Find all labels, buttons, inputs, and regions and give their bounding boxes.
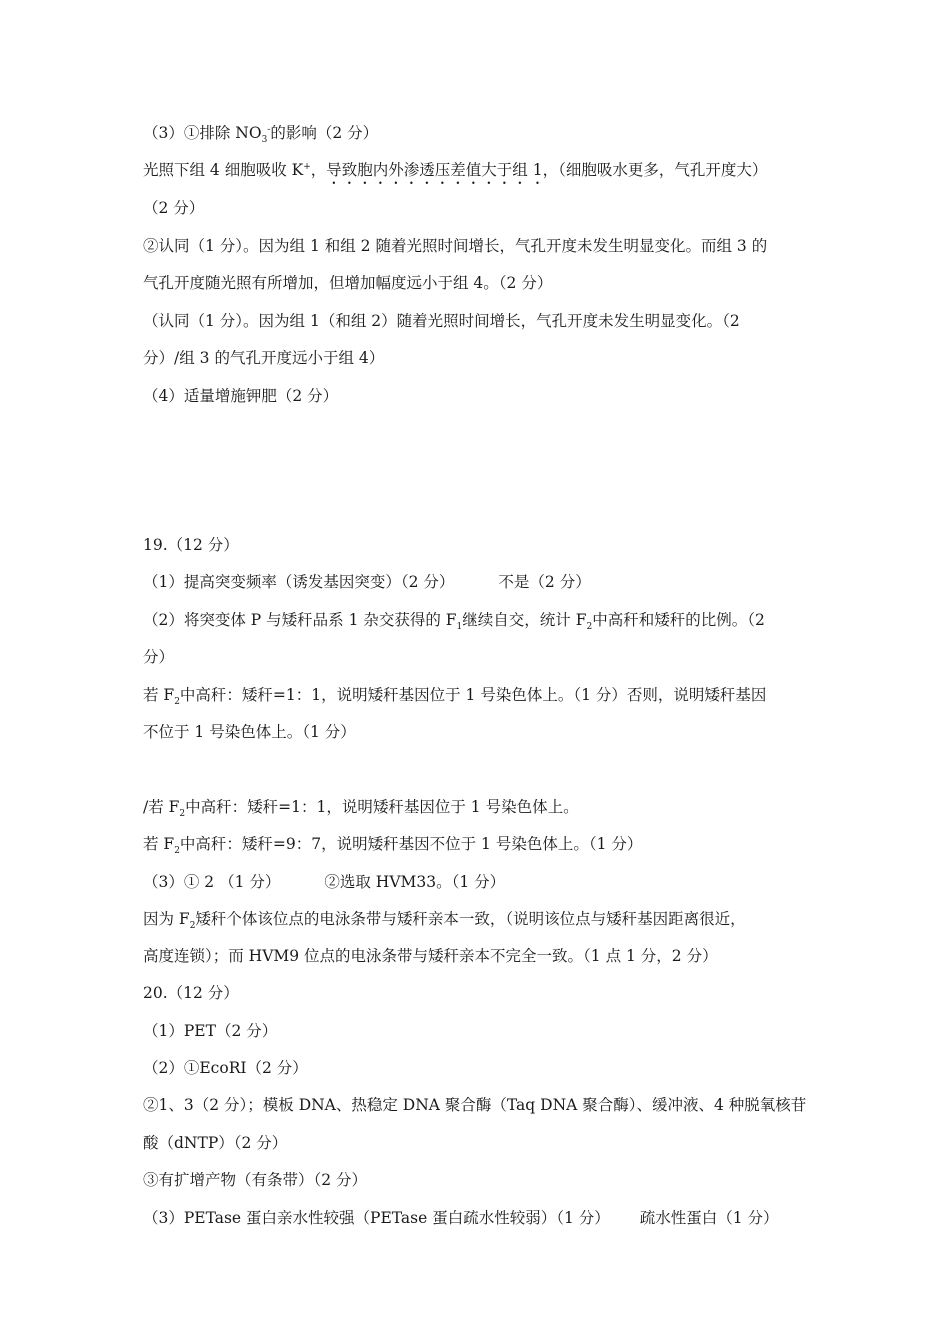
q19-part3-line3: 高度连锁）；而 HVM9 位点的电泳条带与矮秆亲本不完全一致。（1 点 1 分，2 分）: [143, 947, 718, 965]
q18-part3-line1: （3）①排除 $NO_3^-$的影响（2 分）: [143, 124, 379, 146]
q18-part3-line7: 分）/组 3 的气孔开度远小于组 4）: [143, 349, 385, 367]
q19-part3-line1: （3）① 2 （1 分） ②选取 HVM33。（1 分）: [143, 873, 506, 891]
q20-part3-line: （3）PETase 蛋白亲水性较强（PETase 蛋白疏水性较弱）（1 分） 疏水性蛋白（1 分）: [143, 1209, 779, 1227]
q19-part2-line2: 分）: [143, 648, 175, 666]
q19-part2-line4: 不位于 1 号染色体上。（1 分）: [143, 723, 356, 741]
q18-part3-line2: 光照下组 4 细胞吸收 K+，导致胞内外渗透压差值大于组 1，（细胞吸水更多，气孔开度大）: [143, 161, 768, 179]
q18-part3-line3: （2 分）: [143, 199, 205, 217]
q18-part3-line4: ②认同（1 分）。因为组 1 和组 2 随着光照时间增长，气孔开度未发生明显变化。而组 3 的: [143, 237, 768, 255]
q20-part2-line1: （2）①EcoRI（2 分）: [143, 1059, 308, 1077]
q19-part2-alt-line2: 若 $F_2$中高秆：矮秆=9：7，说明矮秆基因不位于 1 号染色体上。（1 分）: [143, 835, 643, 857]
q19-part1-line: （1）提高突变频率（诱发基因突变）（2 分） 不是（2 分）: [143, 573, 591, 591]
q19-part2-alt-line1: /若 $F_2$中高秆：矮秆=1：1，说明矮秆基因位于 1 号染色体上。: [143, 798, 579, 820]
q19-part3-line2: 因为 $F_2$矮秆个体该位点的电泳条带与矮秆亲本一致，（说明该位点与矮秆基因距离很近，: [143, 910, 746, 932]
q19-part2-line3: 若 $F_2$中高秆：矮秆=1：1，说明矮秆基因位于 1 号染色体上。（1 分）否则，说明矮秆基因: [143, 686, 767, 708]
q20-part2-line3: 酸（dNTP）（2 分）: [143, 1134, 288, 1152]
q20-part2-line4: ③有扩增产物（有条带）（2 分）: [143, 1171, 368, 1189]
q20-part1-line: （1）PET（2 分）: [143, 1022, 278, 1040]
q18-part3-line6: （认同（1 分）。因为组 1（和组 2）随着光照时间增长，气孔开度未发生明显变化。（2: [143, 312, 740, 330]
q19-part2-line1: （2）将突变体 P 与矮秆品系 1 杂交获得的 $F_1$继续自交，统计 $F_2$中高秆和矮秆的比例。（2: [143, 611, 765, 633]
q20-heading: 20.（12 分）: [143, 984, 239, 1002]
q20-part2-line2: ②1、3（2 分）；模板 DNA、热稳定 DNA 聚合酶（Taq DNA 聚合酶）、缓冲液、4 种脱氧核苷: [143, 1096, 807, 1114]
q19-heading: 19.（12 分）: [143, 536, 239, 554]
q18-part3-line5: 气孔开度随光照有所增加，但增加幅度远小于组 4。（2 分）: [143, 274, 553, 292]
q18-part4-line: （4）适量增施钾肥（2 分）: [143, 387, 339, 405]
emphasized-text: ，导致胞内外渗透压差值大于组 1: [310, 161, 543, 179]
